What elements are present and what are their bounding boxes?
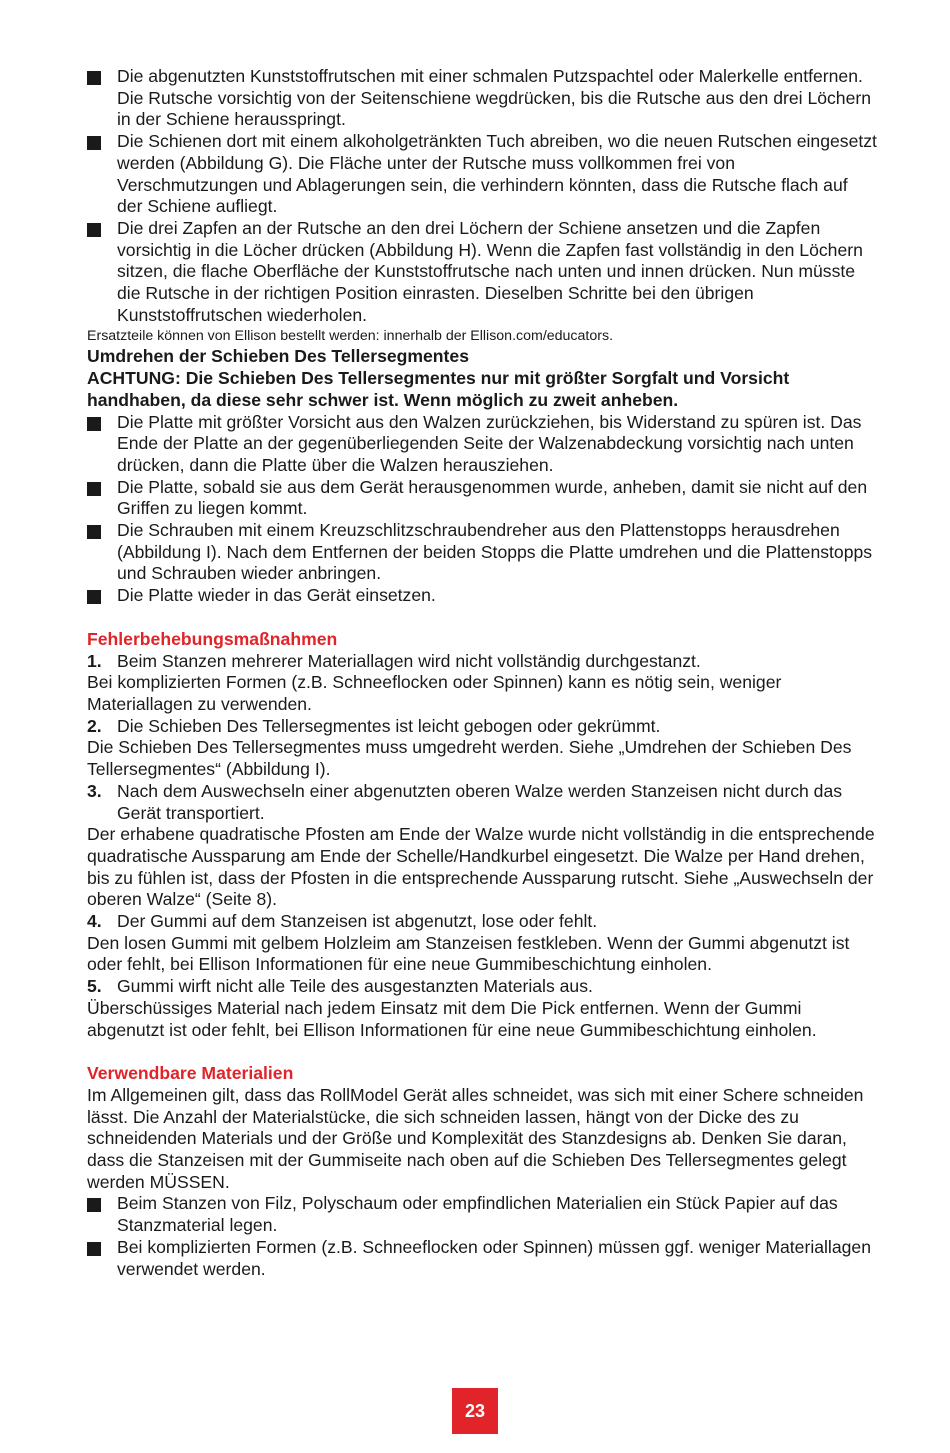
problem-text: Beim Stanzen mehrerer Materiallagen wird nicht vollständig durchgestanzt.	[117, 650, 701, 671]
list-item	[87, 218, 877, 327]
problem-text: Die Schieben Des Tellersegmentes ist leicht gebogen oder gekrümmt.	[117, 715, 661, 736]
section-heading-flip: Umdrehen der Schieben Des Tellersegmentes	[87, 346, 469, 367]
item-number: 4.	[87, 911, 102, 932]
problem-item	[87, 716, 877, 738]
item-number: 5.	[87, 976, 102, 997]
bullet-text: Die Platte wieder in das Gerät einsetzen.	[117, 585, 436, 606]
bullet-text: Die Schienen dort mit einem alkoholgetränkten Tuch abreiben, wo die neuen Rutschen eingesetzt werden (Abbildung G). Die Fläche unter der Rutsche muss vollkommen frei von Verschmutzungen und Ablagerungen sein, die verhindern könnten, dass die Rutsche flach auf der Schiene aufliegt.	[117, 131, 877, 217]
bullet-text: Die Schrauben mit einem Kreuzschlitzschraubendreher aus den Plattenstopps herausdrehen (Abbildung I). Nach dem Entfernen der beiden Stopps die Platte umdrehen und die Plattenstopps und Schrauben wieder anbringen.	[117, 520, 873, 584]
page-number: 23	[464, 1400, 486, 1421]
list-item	[87, 520, 877, 585]
list-item	[87, 1193, 877, 1236]
bullet-square-icon	[87, 223, 101, 237]
bullet-square-icon	[87, 525, 101, 539]
problem-text: Gummi wirft nicht alle Teile des ausgestanzten Materials aus.	[117, 976, 593, 997]
item-number: 1.	[87, 650, 102, 671]
bullet-square-icon	[87, 417, 101, 431]
list-item	[87, 585, 877, 607]
solution-text: Der erhabene quadratische Pfosten am Ende der Walze wurde nicht vollständig in die entsprechende quadratische Aussparung am Ende der Schelle/Handkurbel eingesetzt. Die Walze per Hand drehen, bis zu fühlen ist, dass der Pfosten in die entsprechende Aussparung rutscht. Siehe „Auswechseln der oberen Walze“ (Seite 8).	[87, 824, 875, 910]
problem-item	[87, 651, 877, 673]
materials-intro: Im Allgemeinen gilt, dass das RollModel Gerät alles schneidet, was sich mit einer Schere schneiden lässt. Die Anzahl der Materialstücke, die sich schneiden lassen, hängt von der Dicke des zu schneidenden Materials und der Größe und Komplexität des Stanzdesigns ab. Denken Sie daran, dass die Stanzeisen mit der Gummiseite nach oben auf die Schieben Des Tellersegmentes gelegt werden MÜSSEN.	[87, 1084, 864, 1192]
list-item	[87, 66, 877, 131]
page-number-badge	[452, 1388, 498, 1434]
bullet-text: Die drei Zapfen an der Rutsche an den drei Löchern der Schiene ansetzen und die Zapfen vorsichtig in die Löcher drücken (Abbildung H). Wenn die Zapfen fast vollständig in den Löchern sitzen, die flache Oberfläche der Kunststoffrutsche nach unten und innen drücken. Nun müsste die Rutsche in der richtigen Position einrasten. Dieselben Schritte bei den übrigen Kunststoffrutschen wiederholen.	[117, 217, 863, 325]
solution-text: Den losen Gummi mit gelbem Holzleim am Stanzeisen festkleben. Wenn der Gummi abgenutzt ist oder fehlt, bei Ellison Informationen für eine neue Gummibeschichtung einholen.	[87, 932, 850, 975]
bullet-square-icon	[87, 71, 101, 85]
bullet-text: Beim Stanzen von Filz, Polyschaum oder empfindlichen Materialien ein Stück Papier auf das Stanzmaterial legen.	[117, 1193, 838, 1236]
materials-heading: Verwendbare Materialien	[87, 1063, 294, 1084]
list-item	[87, 1237, 877, 1280]
problem-text: Nach dem Auswechseln einer abgenutzten oberen Walze werden Stanzeisen nicht durch das Gerät transportiert.	[117, 780, 843, 823]
bullet-square-icon	[87, 136, 101, 150]
bullet-square-icon	[87, 482, 101, 496]
list-item	[87, 131, 877, 218]
bullet-text: Die Platte, sobald sie aus dem Gerät herausgenommen wurde, anheben, damit sie nicht auf den Griffen zu liegen kommt.	[117, 476, 868, 519]
list-item	[87, 477, 877, 520]
bullet-square-icon	[87, 590, 101, 604]
bullet-text: Die abgenutzten Kunststoffrutschen mit einer schmalen Putzspachtel oder Malerkelle entfernen. Die Rutsche vorsichtig von der Seitenschiene wegdrücken, bis die Rutsche aus den drei Löchern in der Schiene herausspringt.	[117, 66, 872, 130]
list-item	[87, 412, 877, 477]
solution-text: Bei komplizierten Formen (z.B. Schneeflocken oder Spinnen) kann es nötig sein, weniger Materiallagen zu verwenden.	[87, 672, 782, 714]
item-number: 2.	[87, 715, 102, 736]
bullet-text: Bei komplizierten Formen (z.B. Schneeflocken oder Spinnen) müssen ggf. weniger Materiallagen verwendet werden.	[117, 1236, 871, 1279]
bullet-square-icon	[87, 1198, 101, 1212]
spare-parts-note: Ersatzteile können von Ellison bestellt werden: innerhalb der Ellison.com/educators.	[87, 328, 614, 345]
problem-text: Der Gummi auf dem Stanzeisen ist abgenutzt, lose oder fehlt.	[117, 911, 598, 932]
warning-text: ACHTUNG: Die Schieben Des Tellersegmentes nur mit größter Sorgfalt und Vorsicht handhaben, da diese sehr schwer ist. Wenn möglich zu zweit anheben.	[87, 368, 790, 410]
troubleshooting-heading: Fehlerbehebungsmaßnahmen	[87, 628, 338, 649]
problem-item	[87, 781, 877, 824]
bullet-text: Die Platte mit größter Vorsicht aus den Walzen zurückziehen, bis Widerstand zu spüren ist. Das Ende der Platte an der gegenüberliegenden Seite der Walzenabdeckung vorsichtig nach unten drücken, dann die Platte über die Walzen herausziehen.	[117, 411, 862, 475]
page-content	[87, 66, 877, 1280]
item-number: 3.	[87, 780, 102, 801]
bullet-square-icon	[87, 1242, 101, 1256]
solution-text: Die Schieben Des Tellersegmentes muss umgedreht werden. Siehe „Umdrehen der Schieben Des Tellersegmentes“ (Abbildung I).	[87, 737, 852, 780]
problem-item	[87, 976, 877, 998]
problem-item	[87, 911, 877, 933]
solution-text: Überschüssiges Material nach jedem Einsatz mit dem Die Pick entfernen. Wenn der Gummi abgenutzt ist oder fehlt, bei Ellison Informationen für eine neue Gummibeschichtung einholen.	[87, 997, 817, 1040]
